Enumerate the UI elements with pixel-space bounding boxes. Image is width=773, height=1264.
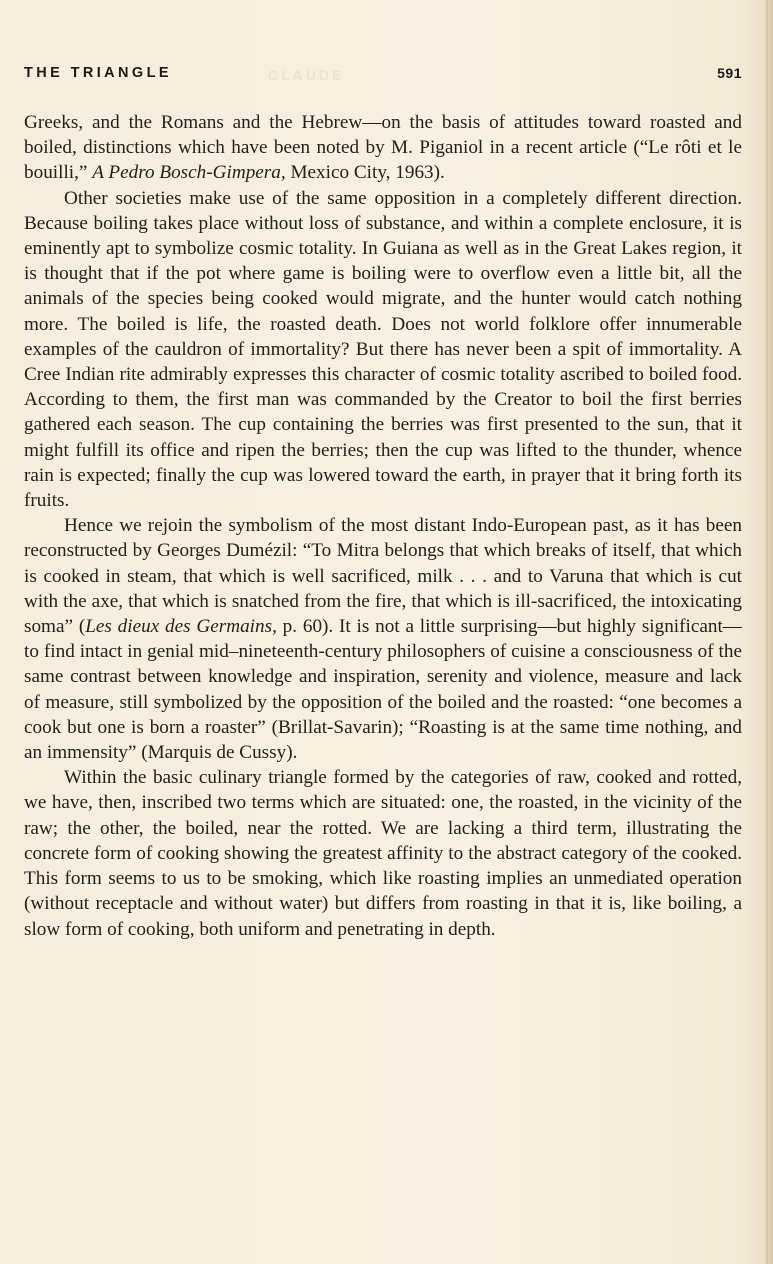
body-text (24, 110, 742, 942)
text-segment: Mexico City, 1963). (285, 162, 445, 184)
page-number: 591 (717, 65, 742, 81)
show-through-text: CLAUDE (268, 67, 345, 83)
italic-title: Les dieux des Germains, (85, 616, 277, 638)
paragraph (24, 513, 742, 765)
text-segment: Other societies make use of the same opposition in a completely different direction. Because boiling takes place without loss of substance, and within a complete enclosure, it is eminently apt to symbolize cosmic totality. In Guiana as well as in the Great Lakes region, it is thought that if the pot where game is boiling were to overflow even a little bit, all the animals of the species being cooked would migrate, and the hunter would catch nothing more. The boiled is life, the roasted death. Does not world folklore offer innumerable examples of the cauldron of immortality? But there has never been a spit of immortality. A Cree Indian rite admirably expresses this character of cosmic totality ascribed to boiled food. According to them, the first man was commanded by the Creator to boil the first berries gathered each season. The cup containing the berries was first presented to the sun, that it might fulfill its office and ripen the berries; then the cup was lifted to the thunder, whence rain is expected; finally the cup was lowered toward the earth, in prayer that it bring forth its fruits. (24, 187, 742, 512)
running-head-title: THE TRIANGLE (24, 65, 172, 81)
paragraph (24, 186, 742, 514)
paragraph (24, 765, 742, 941)
text-segment: p. 60). It is not a little surprising—but highly significant—to find intact in genial mid–nineteenth-century philosophers of cuisine a consciousness of the same contrast between knowledge and inspiration, serenity and violence, measure and lack of measure, still symbolized by the opposition of the boiled and the roasted: “one becomes a cook but one is born a roaster” (Brillat-Savarin); “Roasting is at the same time nothing, and an immensity” (Marquis de Cussy). (24, 616, 742, 764)
italic-title: A Pedro Bosch-Gimpera, (92, 162, 286, 184)
text-segment: Within the basic culinary triangle formed by the categories of raw, cooked and rotted, we have, then, inscribed two terms which are situated: one, the roasted, in the vicinity of the raw; the other, the boiled, near the rotted. We are lacking a third term, illustrating the concrete form of cooking showing the greatest affinity to the abstract category of the cooked. This form seems to us to be smoking, which like roasting implies an unmediated operation (without receptacle and without water) but differs from roasting in that it is, like boiling, a slow form of cooking, both uniform and penetrating in depth. (24, 767, 742, 940)
running-head (24, 65, 742, 87)
page-edge-shadow (763, 0, 773, 1264)
text-segment: Greeks, and the Romans and the Hebrew—on the basis of attitudes toward roasted and boiled, distinctions which have been noted by M. Piganiol in a recent article (“Le rôti et le bouilli,” (24, 112, 742, 184)
paragraph (24, 110, 742, 186)
page-edge-line (766, 0, 768, 1264)
text-segment: Hence we rejoin the symbolism of the most distant Indo-European past, as it has been reconstructed by Georges Dumézil: “To Mitra belongs that which breaks of itself, that which is cooked in steam, that which is well sacrificed, milk . . . and to Varuna that which is cut with the axe, that which is snatched from the fire, that which is ill-sacrificed, the intoxicating soma” ( (24, 515, 742, 638)
